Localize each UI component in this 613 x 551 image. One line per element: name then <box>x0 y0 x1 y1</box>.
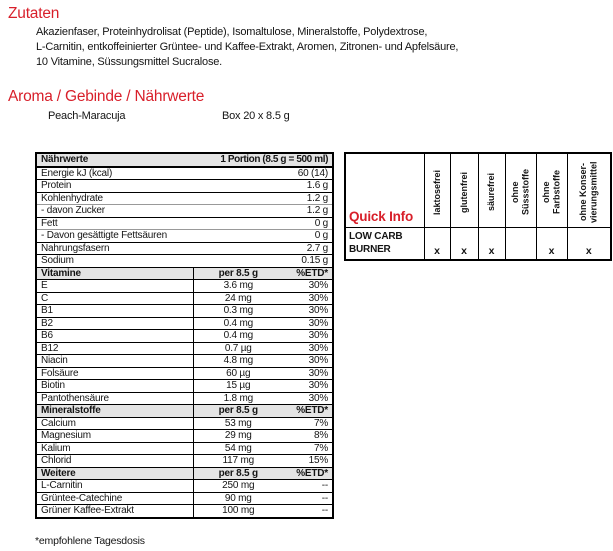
nutrient-label: Biotin <box>36 380 193 393</box>
ingredients-text <box>36 25 458 70</box>
nutrient-etd: 30% <box>283 280 333 293</box>
nutrient-etd: 15% <box>283 455 333 468</box>
rotated-label-line: ohne Süssstoffe <box>510 169 531 216</box>
nutrient-label: Grüntee-Catechine <box>36 492 193 505</box>
nutrient-value: 0 g <box>193 230 333 243</box>
nutrition-row <box>36 192 333 205</box>
nutrient-label: Magnesium <box>36 430 193 443</box>
nutrition-row <box>36 167 333 180</box>
nutrition-row <box>36 305 333 318</box>
amount-column-header: per 8.5 g <box>193 405 283 418</box>
aroma-gebinde-naehrwerte-heading: Aroma / Gebinde / Nährwerte <box>8 88 205 105</box>
amount-column-header: per 8.5 g <box>193 467 283 480</box>
nutrient-label: Niacin <box>36 355 193 368</box>
nutrition-row <box>36 292 333 305</box>
nutrient-label: Pantothensäure <box>36 392 193 405</box>
nutrient-etd: 30% <box>283 392 333 405</box>
etd-column-header: %ETD* <box>283 467 333 480</box>
section-header-row <box>36 405 333 418</box>
qi-check-cell-ohne-süssstoffe <box>505 228 536 261</box>
qi-column-header-laktosefrei <box>424 153 450 228</box>
nutrient-label: Kalium <box>36 442 193 455</box>
section-title: Mineralstoffe <box>36 405 193 418</box>
nutrition-row <box>36 230 333 243</box>
nutrient-etd: 30% <box>283 367 333 380</box>
nutrition-table-title: Nährwerte <box>36 153 193 167</box>
qi-check-cell-ohne-farbstoffe: x <box>536 228 567 261</box>
nutrition-row <box>36 492 333 505</box>
nutrient-label: B1 <box>36 305 193 318</box>
nutrient-label: Nahrungsfasern <box>36 242 193 255</box>
nutrient-amount: 117 mg <box>193 455 283 468</box>
nutrient-amount: 90 mg <box>193 492 283 505</box>
quick-info-title-cell <box>345 153 424 228</box>
etd-column-header: %ETD* <box>283 405 333 418</box>
nutrient-value: 2.7 g <box>193 242 333 255</box>
nutrient-label: - Davon gesättigte Fettsäuren <box>36 230 193 243</box>
rotated-label-line: ohne Konser- <box>578 163 589 222</box>
nutrition-row <box>36 242 333 255</box>
nutrient-etd: 30% <box>283 317 333 330</box>
rotated-column-label <box>459 160 470 224</box>
nutrient-etd: 30% <box>283 330 333 343</box>
qi-check-cell-ohne-konservierungsmittel: x <box>567 228 611 261</box>
rotated-label-line: laktosefrei <box>431 169 442 215</box>
nutrition-row <box>36 280 333 293</box>
nutrient-amount: 0.3 mg <box>193 305 283 318</box>
nutrition-header-row <box>36 153 333 167</box>
product-name-cell <box>345 228 424 261</box>
nutrition-row <box>36 255 333 268</box>
ingredients-line: 10 Vitamine, Süssungsmittel Sucralose. <box>36 56 223 68</box>
nutrient-value: 0 g <box>193 217 333 230</box>
nutrient-amount: 250 mg <box>193 480 283 493</box>
nutrient-etd: 30% <box>283 380 333 393</box>
nutrition-row <box>36 217 333 230</box>
rotated-column-label <box>541 160 562 224</box>
nutrient-amount: 0.7 µg <box>193 342 283 355</box>
nutrient-label: Energie kJ (kcal) <box>36 167 193 180</box>
nutrient-value: 0.15 g <box>193 255 333 268</box>
section-title: Weitere <box>36 467 193 480</box>
qi-column-header-ohne-konservierungsmittel <box>567 153 611 228</box>
nutrient-label: B2 <box>36 317 193 330</box>
nutrient-value: 1.2 g <box>193 205 333 218</box>
ingredients-line: Akazienfaser, Proteinhydrolisat (Peptide), Isomaltulose, Mineralstoffe, Polydextrose, <box>36 26 428 38</box>
nutrient-label: Kohlenhydrate <box>36 192 193 205</box>
quick-info-product-row <box>345 228 611 261</box>
nutrient-value: 1.2 g <box>193 192 333 205</box>
nutrient-label: Grüner Kaffee-Extrakt <box>36 505 193 518</box>
nutrition-row <box>36 380 333 393</box>
quick-info-body <box>345 153 611 260</box>
nutrient-etd: -- <box>283 480 333 493</box>
nutrient-etd: 7% <box>283 417 333 430</box>
rotated-column-label <box>432 160 443 224</box>
nutrient-label: Protein <box>36 180 193 193</box>
nutrient-etd: 30% <box>283 342 333 355</box>
nutrition-row <box>36 480 333 493</box>
nutrient-label: B12 <box>36 342 193 355</box>
rotated-label-line: glutenfrei <box>458 171 469 213</box>
nutrition-row <box>36 455 333 468</box>
product-name-line: BURNER <box>349 243 391 255</box>
nutrient-etd: 7% <box>283 442 333 455</box>
nutrient-amount: 24 mg <box>193 292 283 305</box>
nutrition-row <box>36 430 333 443</box>
rotated-column-label <box>510 160 531 224</box>
nutrient-amount: 15 µg <box>193 380 283 393</box>
nutrition-row <box>36 442 333 455</box>
nutrition-row <box>36 342 333 355</box>
nutrient-value: 1.6 g <box>193 180 333 193</box>
nutrient-label: Chlorid <box>36 455 193 468</box>
qi-column-header-säurefrei <box>478 153 505 228</box>
qi-check-cell-glutenfrei: x <box>450 228 478 261</box>
nutrient-amount: 0.4 mg <box>193 330 283 343</box>
quick-info-header-row <box>345 153 611 228</box>
package-size: Box 20 x 8.5 g <box>222 110 290 122</box>
qi-check-cell-laktosefrei: x <box>424 228 450 261</box>
nutrition-row <box>36 355 333 368</box>
quick-info-table <box>344 152 612 261</box>
nutrient-label: Calcium <box>36 417 193 430</box>
nutrient-amount: 54 mg <box>193 442 283 455</box>
nutrition-row <box>36 505 333 518</box>
zutaten-heading: Zutaten <box>8 5 60 22</box>
ingredients-line: L-Carnitin, entkoffeinierter Grüntee- und Kaffee-Extrakt, Aromen, Zitronen- und Apfelsäure, <box>36 41 459 53</box>
nutrient-etd: 30% <box>283 305 333 318</box>
rotated-label-line: ohne Farbstoffe <box>541 170 562 215</box>
section-header-row <box>36 267 333 280</box>
nutrient-label: B6 <box>36 330 193 343</box>
nutrient-etd: -- <box>283 492 333 505</box>
nutrient-etd: 30% <box>283 355 333 368</box>
qi-column-header-ohne-süssstoffe <box>505 153 536 228</box>
section-title: Vitamine <box>36 267 193 280</box>
flavor-name: Peach-Maracuja <box>48 110 126 122</box>
nutrient-label: - davon Zucker <box>36 205 193 218</box>
section-header-row <box>36 467 333 480</box>
nutrient-amount: 29 mg <box>193 430 283 443</box>
product-name-line: LOW CARB <box>349 231 403 242</box>
rotated-column-label <box>578 160 599 224</box>
nutrient-amount: 53 mg <box>193 417 283 430</box>
nutrient-etd: 30% <box>283 292 333 305</box>
nutrient-amount: 0.4 mg <box>193 317 283 330</box>
nutrient-label: Fett <box>36 217 193 230</box>
nutrition-row <box>36 367 333 380</box>
qi-column-header-glutenfrei <box>450 153 478 228</box>
nutrient-label: L-Carnitin <box>36 480 193 493</box>
portion-header: 1 Portion (8.5 g = 500 ml) <box>193 153 333 167</box>
rotated-label-line: säurefrei <box>486 172 497 212</box>
nutrient-amount: 100 mg <box>193 505 283 518</box>
nutrient-value: 60 (14) <box>193 167 333 180</box>
nutrition-row <box>36 392 333 405</box>
amount-column-header: per 8.5 g <box>193 267 283 280</box>
nutrient-etd: 8% <box>283 430 333 443</box>
quick-info-title: Quick Info <box>349 209 414 224</box>
qi-check-cell-säurefrei: x <box>478 228 505 261</box>
nutrient-amount: 60 µg <box>193 367 283 380</box>
etd-column-header: %ETD* <box>283 267 333 280</box>
nutrition-table-body <box>36 153 333 518</box>
nutrient-label: Sodium <box>36 255 193 268</box>
rotated-column-label <box>486 160 497 224</box>
qi-column-header-ohne-farbstoffe <box>536 153 567 228</box>
nutrient-label: E <box>36 280 193 293</box>
nutrient-amount: 3.6 mg <box>193 280 283 293</box>
nutrient-label: C <box>36 292 193 305</box>
nutrition-row <box>36 317 333 330</box>
nutrient-etd: -- <box>283 505 333 518</box>
nutrition-row <box>36 330 333 343</box>
nutrient-amount: 4.8 mg <box>193 355 283 368</box>
nutrition-row <box>36 417 333 430</box>
nutrition-table <box>35 152 334 519</box>
nutrient-label: Folsäure <box>36 367 193 380</box>
nutrition-row <box>36 180 333 193</box>
footnote: *empfohlene Tagesdosis <box>35 535 145 547</box>
nutrient-amount: 1.8 mg <box>193 392 283 405</box>
rotated-label-line: vierungsmittel <box>588 161 599 223</box>
nutrition-row <box>36 205 333 218</box>
